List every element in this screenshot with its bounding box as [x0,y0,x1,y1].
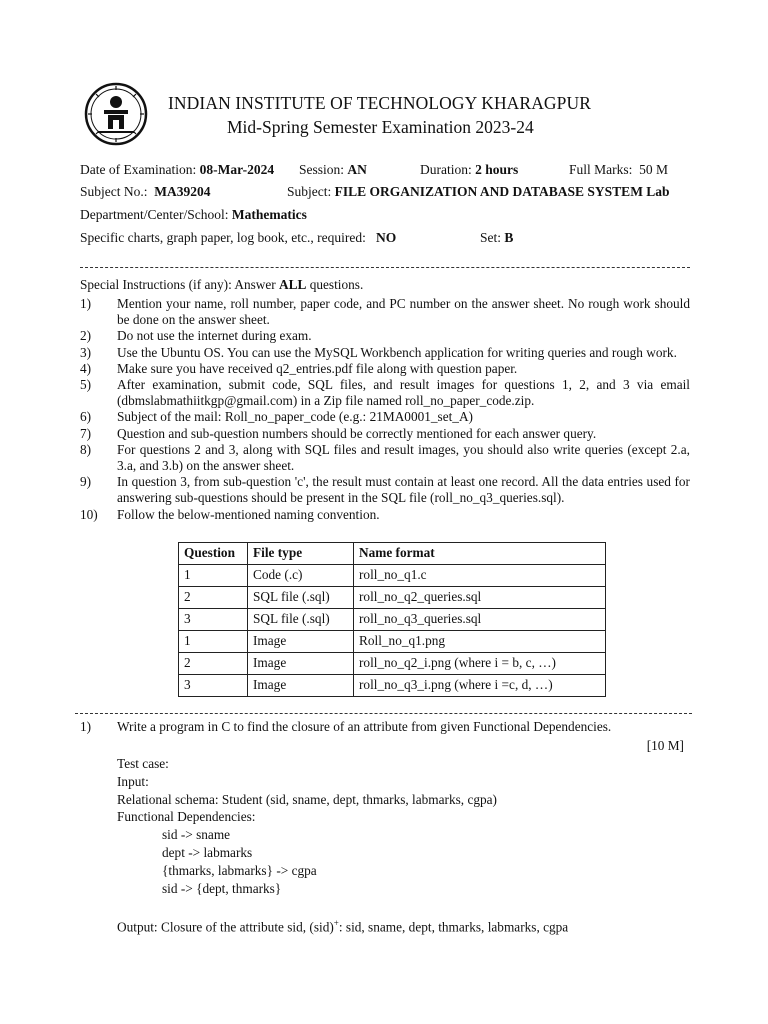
exam-title: Mid-Spring Semester Examination 2023-24 [227,117,534,137]
header-file-type: File type [248,543,354,565]
table-row [179,631,606,653]
instruction-item: 2) Do not use the internet during exam. [80,328,312,344]
cell-name-format: roll_no_q3_i.png (where i =c, d, …) [354,675,606,697]
cell-question: 2 [179,653,248,675]
output-line: Output: Closure of the attribute sid, (sid)+: sid, sname, dept, thmarks, labmarks, cgpa [117,918,569,935]
instruction-item: 8) For questions 2 and 3, along with SQL files and result images, you should also write queries (except 2.a, 3.a, and 3.b) on the answer sheet. [80,441,690,474]
institute-name: INDIAN INSTITUTE OF TECHNOLOGY KHARAGPUR [168,93,592,113]
cell-name-format: Roll_no_q1.png [354,631,606,653]
cell-name-format: roll_no_q2_queries.sql [354,587,606,609]
subject-field: Subject: FILE ORGANIZATION AND DATABASE SYSTEM Lab [287,184,670,199]
instruction-item: 4) Make sure you have received q2_entries.pdf file along with question paper. [80,360,518,376]
question-1 [80,718,611,736]
cell-question: 1 [179,565,248,587]
divider-bottom [75,713,692,714]
table-header-row [179,543,606,565]
instructions-list [80,296,690,523]
instruction-item: 10) Follow the below-mentioned naming convention. [80,506,380,522]
instruction-item: 9) In question 3, from sub-question 'c', the result must contain at least one record. All the data entries used for answering sub-questions should be present in the SQL file (roll_no_q3_queries.sql). [80,474,690,506]
cell-file-type: SQL file (.sql) [248,587,354,609]
cell-question: 3 [179,675,248,697]
cell-name-format: roll_no_q1.c [354,565,606,587]
instruction-item: 7) Question and sub-question numbers should be correctly mentioned for each answer query. [80,425,597,441]
cell-question: 1 [179,631,248,653]
cell-question: 2 [179,587,248,609]
question-number: 1) [80,719,92,734]
table-row [179,587,606,609]
department-field: Department/Center/School: Mathematics [80,207,307,222]
instruction-item: 1) Mention your name, roll number, paper code, and PC number on the answer sheet. No rough work should be done on the answer sheet. [80,296,690,328]
set-field: Set: B [480,230,514,245]
instruction-item: 6) Subject of the mail: Roll_no_paper_code (e.g.: 21MA0001_set_A) [80,409,473,425]
session-field: Session: AN [299,162,367,177]
cell-file-type: Image [248,675,354,697]
full-marks-field: Full Marks: 50 M [569,162,669,177]
table-row [179,609,606,631]
question-text: Write a program in C to find the closure of an attribute from given Functional Dependencies. [117,719,612,734]
question-marks: [10 M] [646,738,684,753]
table-row [179,653,606,675]
cell-name-format: roll_no_q2_i.png (where i = b, c, …) [354,653,606,675]
instruction-item: 5) After examination, submit code, SQL files, and result images for questions 1, 2, and 3 via email (dbmslabmathiitkgp@gmail.com) in a Zip file named roll_no_paper_code.zip. [80,377,690,409]
cell-file-type: Code (.c) [248,565,354,587]
instructions-intro: Special Instructions (if any): Answer ALL questions. [80,277,364,292]
input-label: Input: [117,773,149,789]
header-name-format: Name format [354,543,606,565]
fd-item: {thmarks, labmarks} -> cgpa [162,862,317,878]
cell-file-type: Image [248,653,354,675]
naming-convention-table [178,542,606,697]
table-row [179,675,606,697]
cell-question: 3 [179,609,248,631]
divider-top [80,267,690,268]
cell-file-type: SQL file (.sql) [248,609,354,631]
header-question: Question [179,543,248,565]
instruction-item: 3) Use the Ubuntu OS. You can use the MySQL Workbench application for writing queries and rough work. [80,344,677,360]
subject-no-field: Subject No.: MA39204 [80,184,211,199]
date-field: Date of Examination: 08-Mar-2024 [80,162,275,177]
table-row [179,565,606,587]
cell-name-format: roll_no_q3_queries.sql [354,609,606,631]
fd-label: Functional Dependencies: [117,809,256,825]
fd-item: dept -> labmarks [162,844,253,860]
fd-item: sid -> sname [162,827,231,843]
duration-field: Duration: 2 hours [420,162,519,177]
test-case-block [117,755,568,936]
iit-kharagpur-logo [84,82,148,146]
relational-schema: Relational schema: Student (sid, sname, dept, thmarks, labmarks, cgpa) [117,791,497,807]
fd-item: sid -> {dept, thmarks} [162,880,282,896]
test-case-label: Test case: [117,756,169,771]
cell-file-type: Image [248,631,354,653]
required-field: Specific charts, graph paper, log book, etc., required: NO [80,230,397,245]
